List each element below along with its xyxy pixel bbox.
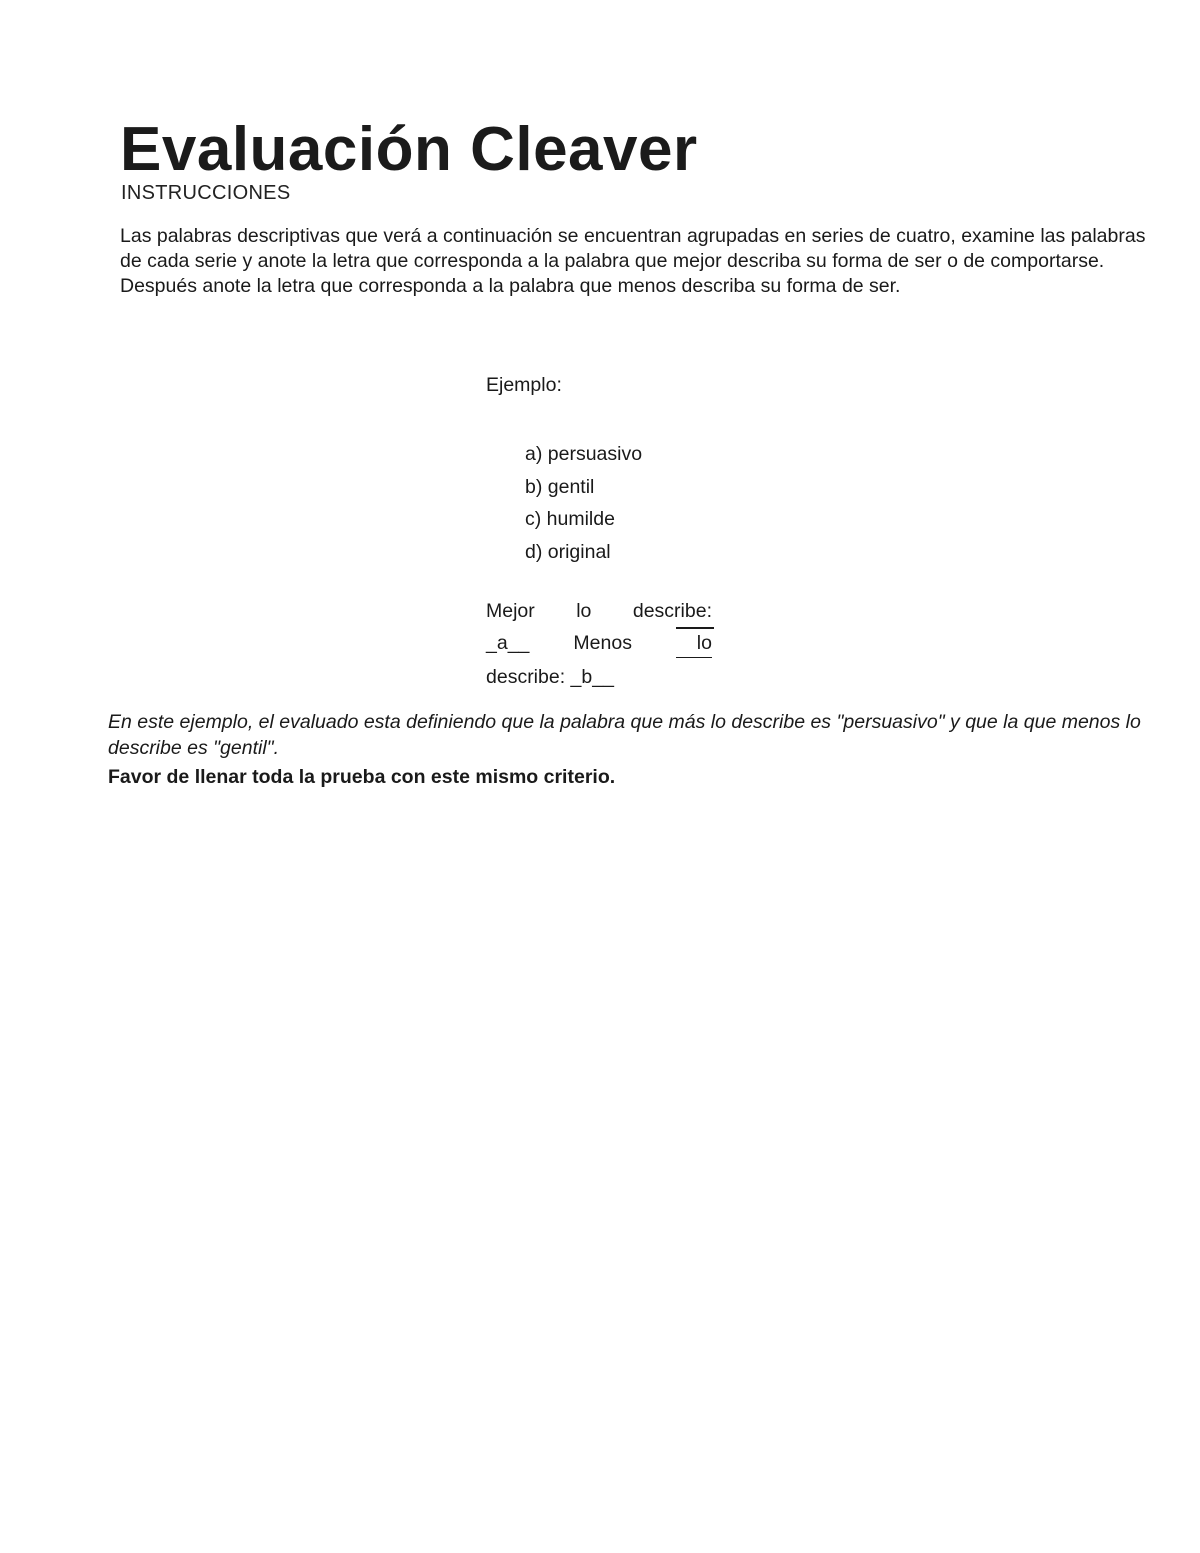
answer-word: lo xyxy=(576,600,592,622)
answer-word: lo xyxy=(696,632,712,654)
fill-instruction: Favor de llenar toda la prueba con este mismo criterio. xyxy=(108,766,616,788)
example-option-d: d) original xyxy=(525,540,611,563)
example-explanation: En este ejemplo, el evaluado esta definiendo que la palabra que más lo describe es "persuasivo" y que la que menos lo describe es "gentil". xyxy=(108,711,1141,759)
example-answer-line-1 xyxy=(486,598,712,624)
example-label: Ejemplo: xyxy=(486,374,562,396)
example-option-a: a) persuasivo xyxy=(525,443,643,465)
answer-word: describe: xyxy=(632,600,712,622)
answer-word-boxed xyxy=(676,630,712,656)
overline-rule xyxy=(676,627,714,629)
example-option-c: c) humilde xyxy=(525,508,615,530)
underline-rule xyxy=(676,657,712,658)
example-options-list xyxy=(525,438,642,568)
best-answer: _a__ xyxy=(486,632,530,654)
section-heading: INSTRUCCIONES xyxy=(121,182,291,204)
example-answer-line-2 xyxy=(486,630,712,656)
page-title: Evaluación Cleaver xyxy=(120,115,698,184)
answer-word: Menos xyxy=(573,632,632,654)
instructions-paragraph: Las palabras descriptivas que verá a continuación se encuentran agrupadas en series de cuatro, examine las palabras de cada serie y anote la letra que corresponda a la palabra que mejor describa su forma de ser o de comportarse. Después anote la letra que corresponda a la palabra que menos describa su forma de ser. xyxy=(120,225,1146,297)
answer-word: Mejor xyxy=(486,600,535,622)
example-answer-line-3: describe: _b__ xyxy=(486,666,614,688)
example-option-b: b) gentil xyxy=(525,475,595,498)
